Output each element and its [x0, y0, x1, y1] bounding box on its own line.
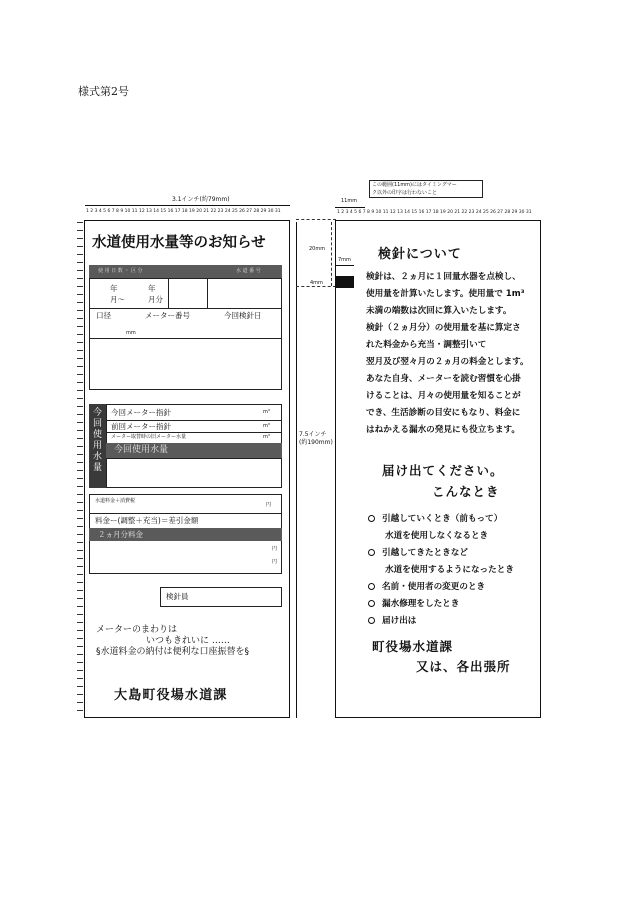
notice-item-5	[368, 617, 416, 626]
meter-number-label: メーター番号	[145, 311, 190, 320]
body-line-3: 未満の端数は次回に算入いたします。	[366, 306, 512, 316]
inspector-label: 検針員	[166, 592, 189, 601]
left-ruler-numbers: 1 2 3 4 5 6 7 8 9 10 11 12 13 14 15 16 17 18 19 20 21 22 23 24 25 26 27 28 29 30 31	[86, 209, 281, 214]
body-line-10: はねかえる漏水の発見にも役立ちます。	[366, 425, 521, 435]
current-usage-label: 今回使用水量	[114, 445, 169, 455]
header-right-label: 水 道 番 号	[236, 268, 261, 274]
notice-item-1-text: 引越していくとき（前もって）	[382, 514, 503, 524]
form-id: 様式第2号	[78, 85, 129, 98]
unit-m3-1: m³	[263, 409, 270, 415]
fee-line-1	[89, 513, 282, 514]
last-reading-date-label: 今回検針日	[224, 311, 262, 320]
info-divider-v1	[168, 278, 169, 308]
yen-3: 円	[272, 559, 278, 565]
left-card-footer: 大島町役場水道課	[114, 688, 228, 703]
previous-reading-label: 前回メーター指針	[111, 422, 171, 431]
message-line-2: いつもきれいに ……	[146, 636, 230, 646]
notice-item-4	[368, 600, 459, 609]
current-usage-value-area	[106, 458, 282, 488]
width-dimension-label: 3.1インチ(約79mm)	[172, 196, 230, 203]
height-dimension-label-2: (約190mm)	[299, 439, 333, 446]
left-card-title: 水道使用水量等のお知らせ	[92, 235, 266, 251]
body-line-9: でき、生活診断の目安にもなり、料金に	[366, 408, 521, 418]
margin-note-line-2: ク以外の印字は行わないこと	[372, 190, 438, 196]
info-divider-h1	[89, 308, 282, 309]
dim-11mm: 11mm	[341, 198, 358, 204]
bullet-circle-icon	[368, 617, 375, 624]
yen-1: 円	[266, 502, 272, 508]
usage-char-4: 用	[92, 441, 102, 451]
message-line-1: メーターのまわりは	[96, 625, 178, 635]
current-reading-label: 今回メーター指針	[111, 408, 171, 417]
notice-item-1-cont: 水道を使用しなくなるとき	[385, 531, 489, 541]
dim-20mm: 20mm	[309, 246, 326, 252]
notice-line-2: こんなとき	[432, 484, 500, 499]
replaced-reading-label: メーター取替時の旧メーター水量	[111, 434, 187, 440]
body-line-5: れた料金から充当・調整引いて	[366, 340, 487, 350]
margin-note-frame	[369, 180, 483, 198]
notice-item-4-text: 漏水修理をしたとき	[382, 599, 460, 609]
month-days-label: 月分	[148, 295, 163, 304]
timing-mark	[336, 276, 354, 288]
left-tick-ruler	[77, 222, 83, 718]
notice-item-2-text: 引越してきたときなど	[382, 548, 468, 558]
width-dimension-line	[85, 205, 290, 206]
notice-line-1: 届け出てください。	[382, 463, 504, 478]
usage-char-2: 回	[92, 419, 102, 429]
usage-vertical-label	[92, 408, 103, 474]
bullet-circle-icon	[368, 583, 375, 590]
height-dimension-label-1: 7.5インチ	[299, 431, 327, 438]
height-dimension-line	[296, 222, 297, 718]
caliber-label: 口径	[96, 311, 111, 320]
usage-char-3: 使	[92, 430, 102, 440]
body-line-6: 翌月及び翌々月の２ヵ月の料金とします。	[366, 357, 529, 367]
margin-note-line-1: この範囲(11mm)にはタイミングマー	[372, 182, 457, 188]
usage-char-5: 水	[92, 452, 102, 462]
right-footer-line-1: 町役場水道課	[372, 639, 454, 654]
body-line-1: 検針は、２ヵ月に１回量水器を点検し、	[366, 272, 521, 282]
bullet-circle-icon	[368, 549, 375, 556]
dim-11mm-line	[335, 207, 365, 208]
body-line-4: 検針（２ヵ月分）の使用量を基に算定さ	[366, 323, 521, 333]
unit-m3-3: m³	[263, 434, 270, 440]
right-card-heading: 検針について	[378, 247, 462, 262]
body-line-7: あなた自身、メーターを読む習慣を心掛	[366, 374, 521, 384]
fee-balance-label: 料金ー(調整＋充当)＝差引金額	[95, 516, 199, 525]
usage-line-2	[106, 432, 282, 433]
notice-item-2-cont: 水道を使用するようになったとき	[385, 565, 514, 575]
body-line-8: けることは、月々の使用量を知ることが	[366, 391, 521, 401]
notice-item-2	[368, 549, 468, 558]
usage-char-1: 今	[92, 408, 102, 418]
month-from-label: 月〜	[110, 295, 125, 304]
notice-item-1	[368, 515, 502, 524]
bullet-circle-icon	[368, 515, 375, 522]
dim-20mm-line	[331, 222, 332, 286]
right-ruler-numbers: 1 2 3 4 5 6 7 8 9 10 11 12 13 14 15 16 17 18 19 20 21 22 23 24 25 26 27 28 29 30 31	[337, 210, 532, 215]
yen-2: 円	[272, 546, 278, 552]
message-line-3: §水道料金の納付は便利な口座振替を§	[96, 647, 250, 657]
usage-line-1	[106, 420, 282, 421]
year-label-2: 年	[148, 284, 156, 293]
mm-label: mm	[126, 330, 136, 336]
notice-item-5-text: 届け出は	[382, 616, 417, 626]
year-label-1: 年	[110, 284, 118, 293]
dim-4mm: 4mm	[310, 280, 323, 286]
unit-m3-2: m³	[263, 423, 270, 429]
info-divider-v2	[207, 278, 208, 308]
water-fee-tax-label: 水道料金＋消費税	[95, 498, 136, 504]
usage-char-6: 量	[92, 463, 102, 473]
two-month-fee-label: ２ヵ月分料金	[98, 530, 143, 539]
guide-line-4mm	[296, 286, 336, 287]
top-guide-line	[296, 219, 336, 220]
dim-7mm: 7mm	[338, 257, 351, 263]
notice-item-3-text: 名前・使用者の変更のとき	[382, 582, 486, 592]
info-divider-h2	[89, 338, 282, 339]
header-left-label: 使 用 日 数 ・ 区 分	[98, 268, 143, 274]
bullet-circle-icon	[368, 600, 375, 607]
notice-item-3	[368, 583, 485, 592]
body-line-2: 使用量を計算いたします。使用量で 1m³	[366, 289, 525, 299]
right-footer-line-2: 又は、各出張所	[416, 659, 511, 674]
